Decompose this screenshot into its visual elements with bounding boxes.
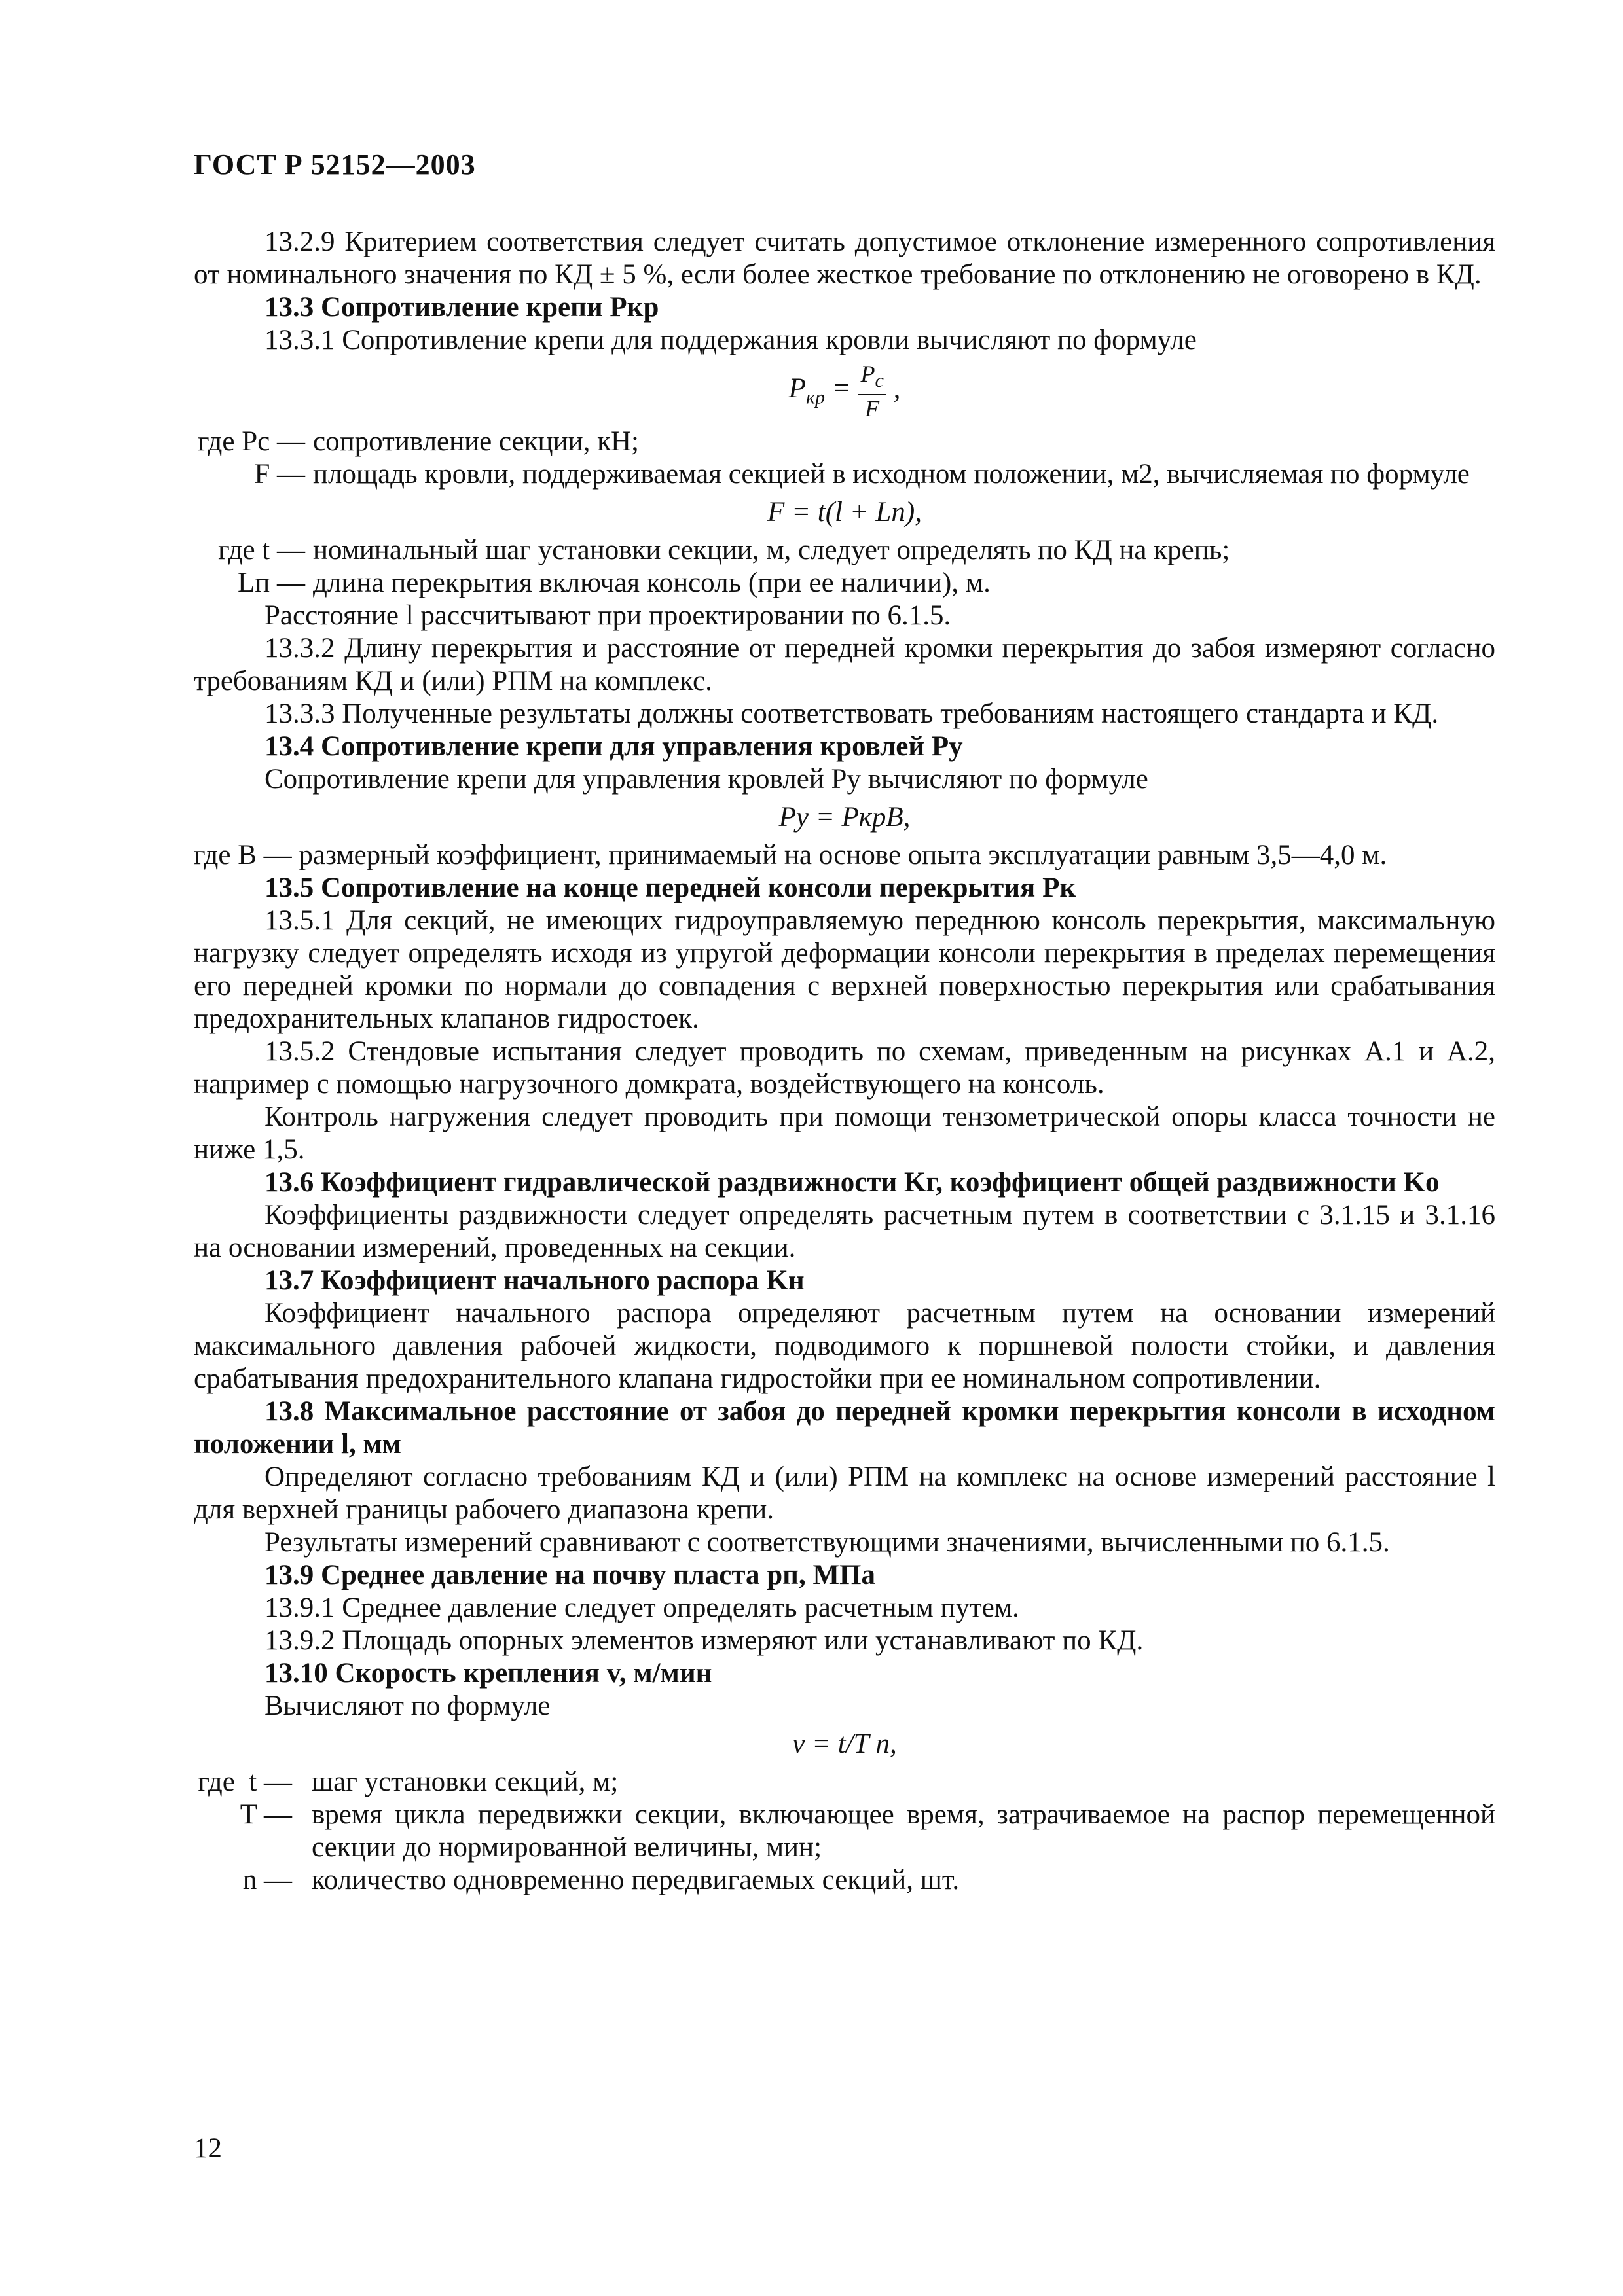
formula-v: v = t/T n, [792, 1729, 897, 1760]
para-13-7: Коэффициент начального распора определяют расчетным путем на основании измерений максимального давления рабочей жидкости, подводимого к поршневой полости стойки, и давления срабатывания предохранительного клапана гидростойки при ее номинальном сопротивлении. [194, 1298, 1495, 1395]
glossary-pc: где Pс — сопротивление секции, кН; [198, 426, 639, 457]
para-13-9-2: 13.9.2 Площадь опорных элементов измеряют или устанавливают по КД. [264, 1625, 1144, 1657]
para-13-8-b: Результаты измерений сравнивают с соответствующими значениями, вычисленными по 6.1.5. [264, 1527, 1390, 1558]
para-13-3-2: 13.3.2 Длину перекрытия и расстояние от передней кромки перекрытия до забоя измеряют согласно требованиям КД и (или) РПМ на комплекс. [194, 633, 1495, 697]
doc-header: ГОСТ Р 52152—2003 [194, 149, 476, 181]
para-13-5-1: 13.5.1 Для секций, не имеющих гидроуправляемую переднюю консоль перекрытия, максимальную нагрузку следует определять исходя из упругой деформации консоли перекрытия в пределах перемещения его передней кромки по нормали до совпадения с верхней поверхностью перекрытия или срабатывания предохранительных клапанов гидростоек. [194, 905, 1495, 1035]
heading-13-5: 13.5 Сопротивление на конце передней консоли перекрытия Pк [264, 872, 1076, 904]
glossary-ln: Lп — длина перекрытия включая консоль (при ее наличии), м. [237, 567, 991, 599]
para-13-4: Сопротивление крепи для управления кровлей Pу вычисляют по формуле [264, 764, 1148, 795]
glossary-2-t: где t — шаг установки секций, м; [198, 1767, 619, 1798]
glossary-2-n: n — количество одновременно передвигаемых секций, шт. [242, 1865, 960, 1896]
para-13-5-2: 13.5.2 Стендовые испытания следует проводить по схемам, приведенным на рисунках А.1 и А.2, например с помощью нагрузочного домкрата, воздействующего на консоль. [194, 1036, 1495, 1100]
heading-13-9: 13.9 Среднее давление на почву пласта pп, МПа [264, 1560, 875, 1591]
para-13-9-1: 13.9.1 Среднее давление следует определять расчетным путем. [264, 1592, 1019, 1624]
main-content [194, 226, 1495, 1897]
para-13-2-9: 13.2.9 Критерием соответствия следует считать допустимое отклонение измеренного сопротивления от номинального значения по КД ± 5 %, если более жесткое требование по отклонению не оговорено в КД. [194, 226, 1495, 290]
para-13-8-a: Определяют согласно требованиям КД и (или) РПМ на комплекс на основе измерений расстояние l для верхней границы рабочего диапазона крепи. [194, 1462, 1495, 1526]
formula-f: F = t(l + Lп), [767, 497, 922, 528]
heading-13-4: 13.4 Сопротивление крепи для управления кровлей Pу [264, 731, 963, 762]
glossary-b: где B — размерный коэффициент, принимаемый на основе опыта эксплуатации равным 3,5—4,0 м. [194, 840, 1387, 871]
formula-py: Pу = PкрB, [778, 802, 911, 833]
heading-13-3: 13.3 Сопротивление крепи Pкр [264, 292, 659, 323]
para-control: Контроль нагружения следует проводить при помощи тензометрической опоры класса точности не ниже 1,5. [194, 1102, 1495, 1166]
para-13-3-3: 13.3.3 Полученные результаты должны соответствовать требованиям настоящего стандарта и КД. [264, 698, 1439, 730]
para-13-3-1: 13.3.1 Сопротивление крепи для поддержания кровли вычисляют по формуле [264, 325, 1197, 355]
para-13-6: Коэффициенты раздвижности следует определять расчетным путем в соответствии с 3.1.15 и 3.1.16 на основании измерений, проведенных на секции. [194, 1200, 1495, 1264]
page-number: 12 [194, 2133, 222, 2164]
para-13-10: Вычисляют по формуле [264, 1691, 551, 1722]
heading-13-10: 13.10 Скорость крепления v, м/мин [264, 1658, 712, 1689]
formula-pkr: $P_{кр}$ = $\frac{P_с}{F}$ , [788, 361, 901, 422]
heading-13-6: 13.6 Коэффициент гидравлической раздвижности Kг, коэффициент общей раздвижности Kо [264, 1167, 1440, 1198]
heading-13-8: 13.8 Максимальное расстояние от забоя до передней кромки перекрытия консоли в исходном положении l, мм [194, 1396, 1495, 1460]
glossary-f: F — площадь кровли, поддерживаемая секцией в исходном положении, м2, вычисляемая по формуле [254, 459, 1470, 490]
heading-13-7: 13.7 Коэффициент начального распора Kн [264, 1265, 805, 1297]
para-distance: Расстояние l рассчитывают при проектировании по 6.1.5. [264, 600, 951, 632]
glossary-t: где t — номинальный шаг установки секции, м, следует определять по КД на крепь; [218, 535, 1230, 566]
glossary-2-T: T — время цикла передвижки секции, включающее время, затрачиваемое на распор перемещенной секции до нормированной величины, мин; [240, 1799, 1495, 1863]
